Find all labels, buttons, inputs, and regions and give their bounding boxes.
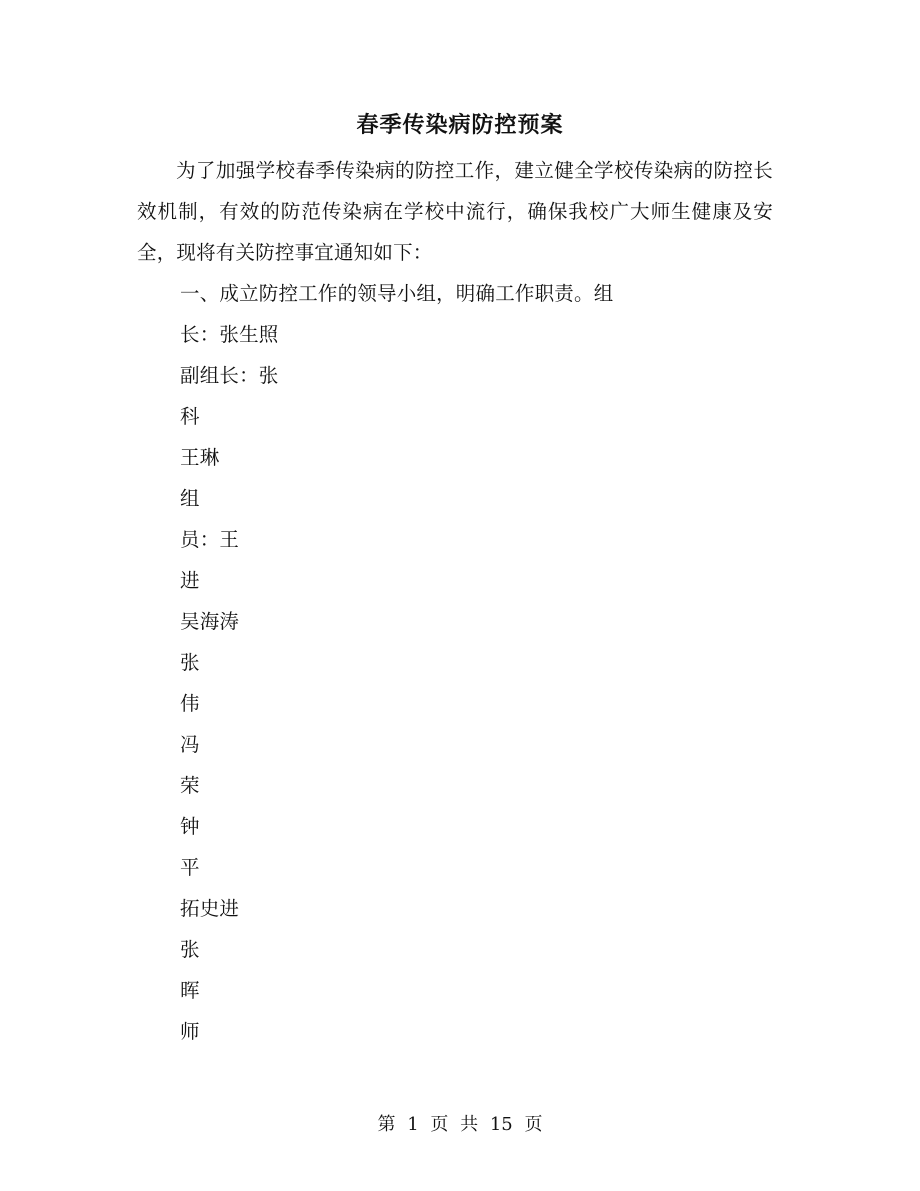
deputy-leader-line: 副组长：张 <box>180 364 279 387</box>
leader-line: 长：张生照 <box>180 323 279 346</box>
name-line: 荣 <box>180 774 200 797</box>
name-line: 晖 <box>180 979 200 1002</box>
name-line: 张 <box>180 938 200 961</box>
members-line: 员：王 <box>180 528 240 551</box>
name-line: 拓史进 <box>180 897 240 920</box>
document-title: 春季传染病防控预案 <box>356 112 564 138</box>
name-line: 冯 <box>180 733 200 756</box>
section-heading-line: 一、成立防控工作的领导小组，明确工作职责。组 <box>180 282 614 305</box>
page-number-footer: 第 1 页 共 15 页 <box>377 1114 543 1135</box>
name-line: 吴海涛 <box>180 610 240 633</box>
name-line: 科 <box>180 405 200 428</box>
document-body <box>137 150 773 1052</box>
name-line: 钟 <box>180 815 200 838</box>
name-line: 组 <box>180 487 200 510</box>
name-line: 平 <box>180 856 200 879</box>
name-line: 张 <box>180 651 200 674</box>
name-line: 伟 <box>180 692 200 715</box>
name-line: 王琳 <box>180 446 220 469</box>
name-line: 师 <box>180 1020 200 1043</box>
name-line: 进 <box>180 569 200 592</box>
intro-paragraph: 为了加强学校春季传染病的防控工作，建立健全学校传染病的防控长效机制，有效的防范传染病在学校中流行，确保我校广大师生健康及安全，现将有关防控事宜通知如下： <box>137 159 773 264</box>
